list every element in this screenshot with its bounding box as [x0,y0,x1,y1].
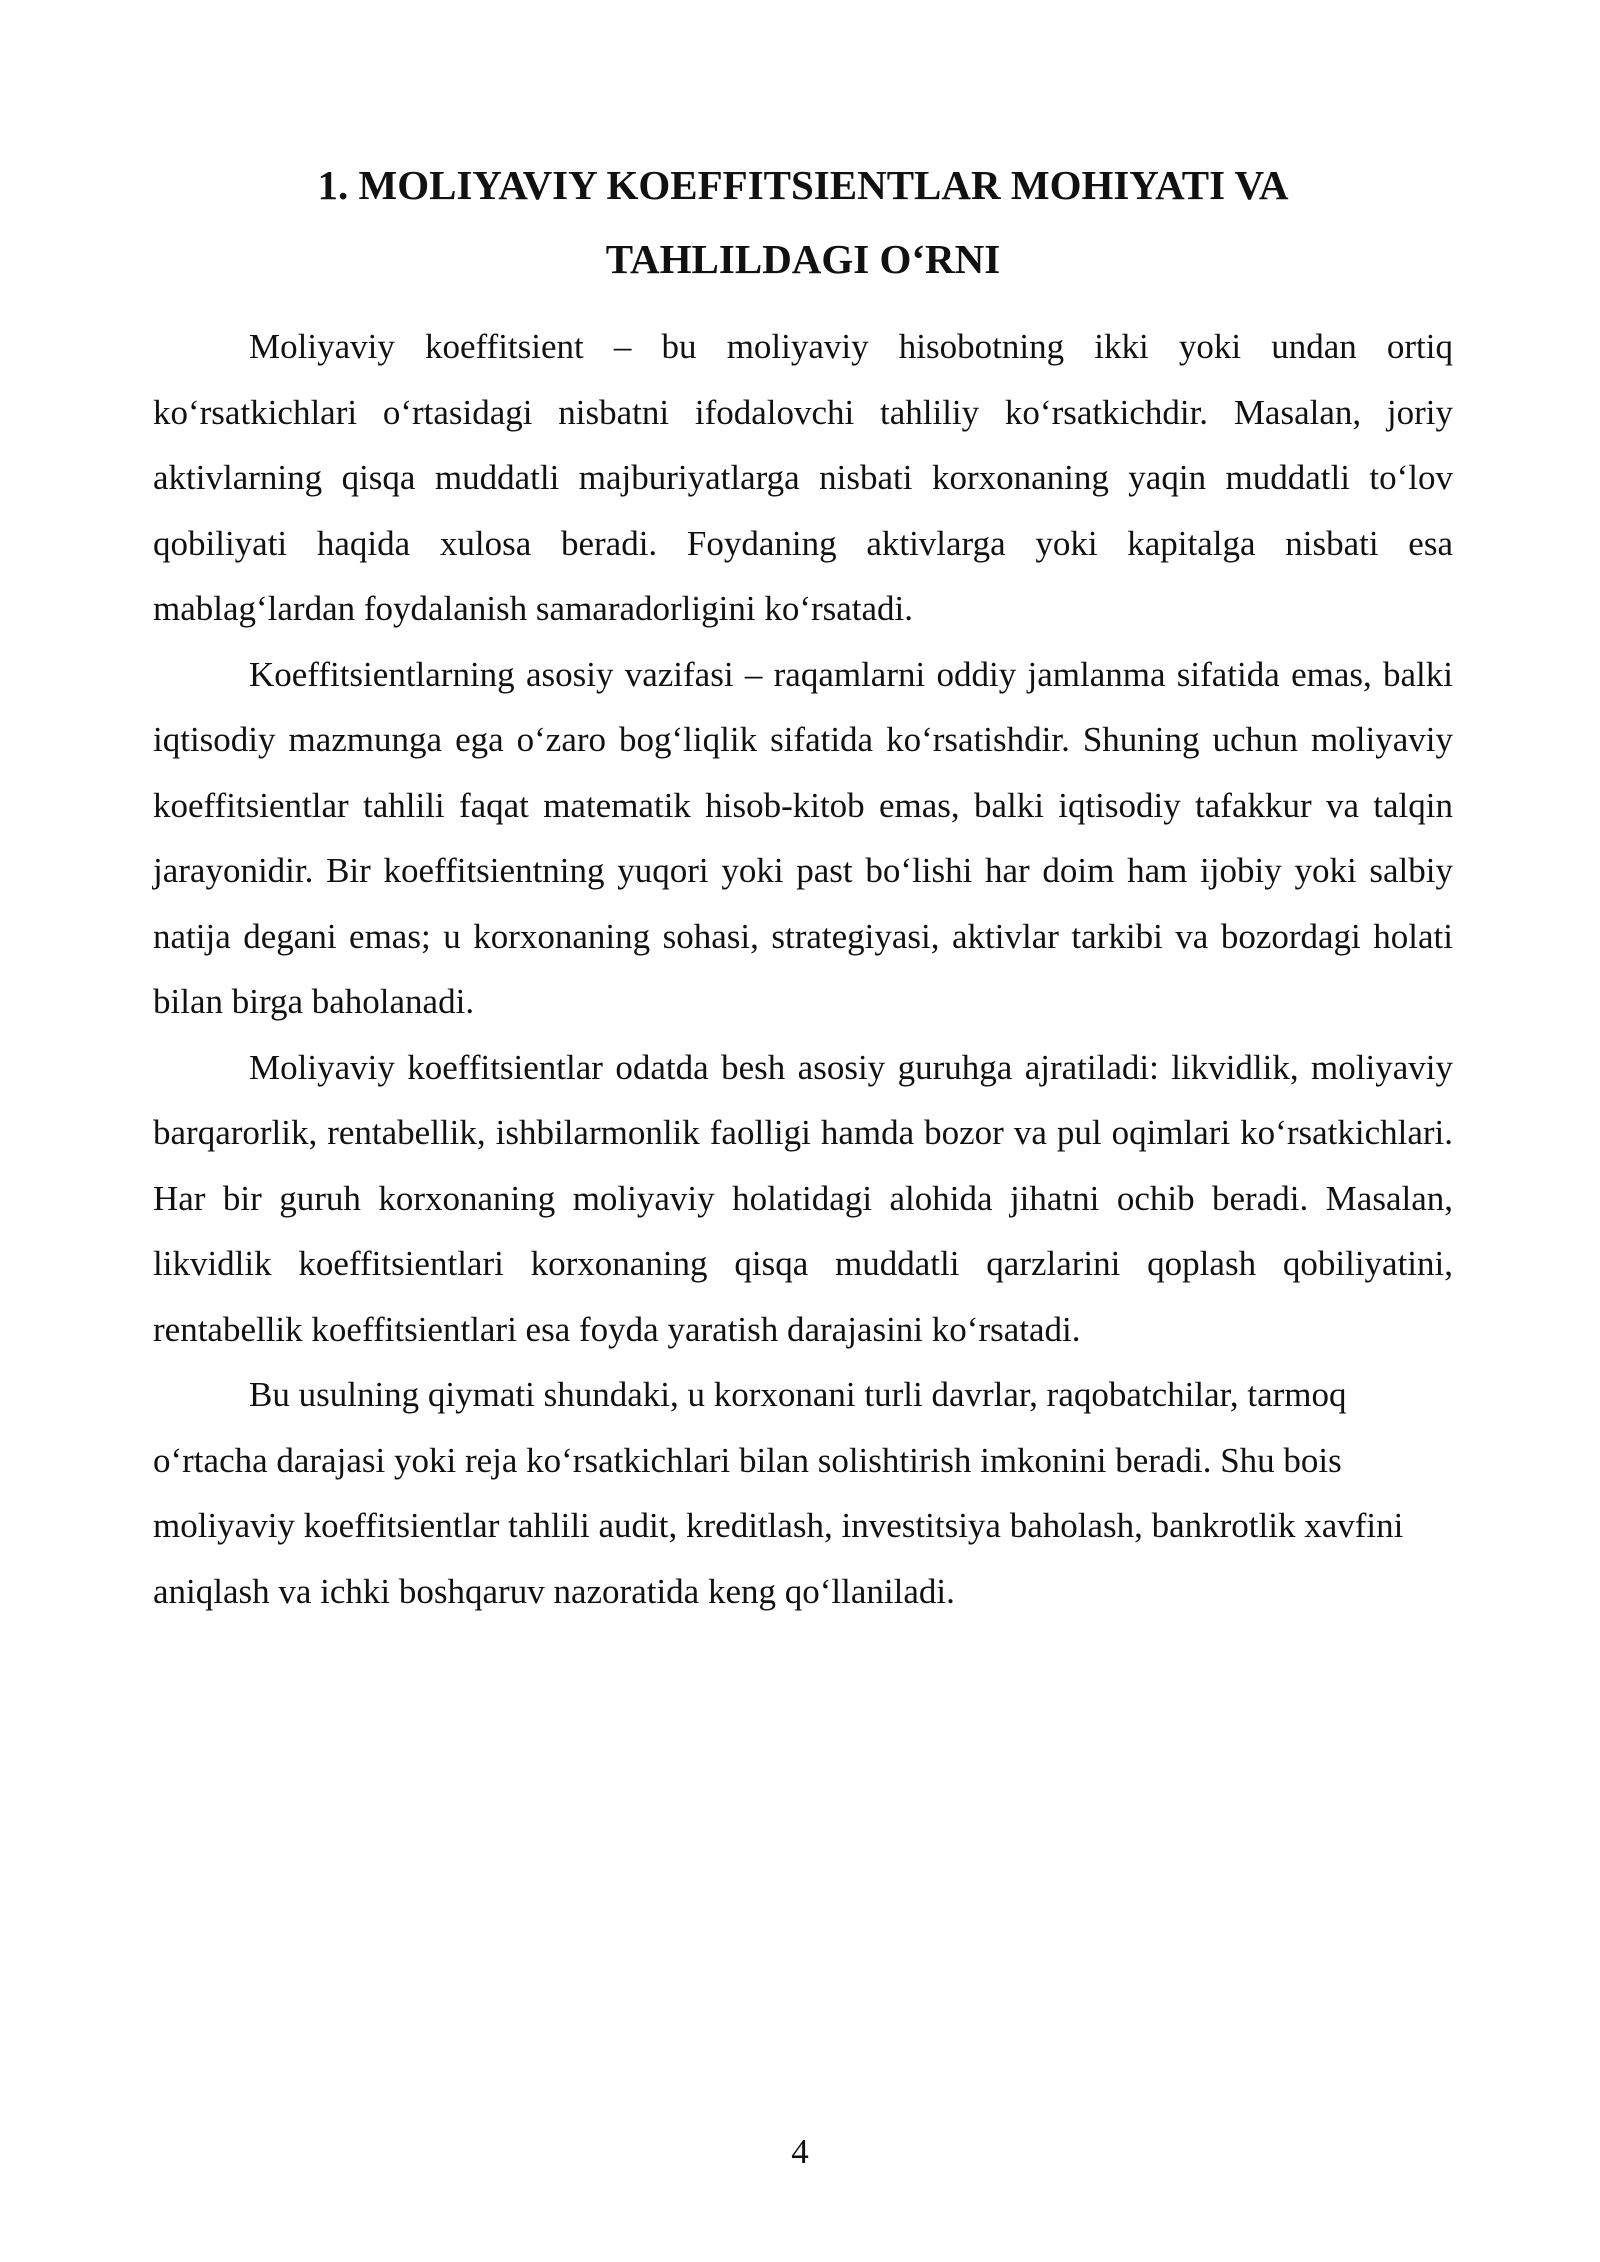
section-heading [150,148,1456,296]
page-number: 4 [791,2132,809,2171]
paragraph-3: Moliyaviy koeffitsientlar odatda besh asosiy guruhga ajratiladi: likvidlik, moliyaviy barqarorlik, rentabellik, ishbilarmonlik faolligi hamda bozor va pul oqimlari ko‘rsatkichlari. Har bir guruh korxonaning moliyaviy holatidagi alohida jihatni ochib beradi. Masalan, likvidlik koeffitsientlari korxonaning qisqa muddatli qarzlarini qoplash qobiliyatini, rentabellik koeffitsientlari esa foyda yaratish darajasini ko‘rsatadi. [153,1047,1453,1349]
paragraph-4: Bu usulning qiymati shundaki, u korxonani turli davrlar, raqobatchilar, tarmoq o‘rtacha darajasi yoki reja ko‘rsatkichlari bilan solishtirish imkonini beradi. Shu bois moliyaviy koeffitsientlar tahlili audit, kreditlash, investitsiya baholash, bankrotlik xavfini aniqlash va ichki boshqaruv nazoratida keng qo‘llaniladi. [153,1375,1404,1611]
body-text [153,314,1453,1624]
paragraph-2: Koeffitsientlarning asosiy vazifasi – raqamlarni oddiy jamlanma sifatida emas, balki iqtisodiy mazmunga ega o‘zaro bog‘liqlik sifatida ko‘rsatishdir. Shuning uchun moliyaviy koeffitsientlar tahlili faqat matematik hisob-kitob emas, balki iqtisodiy tafakkur va talqin jarayonidir. Bir koeffitsientning yuqori yoki past bo‘lishi har doim ham ijobiy yoki salbiy natija degani emas; u korxonaning sohasi, strategiyasi, aktivlar tarkibi va bozordagi holati bilan birga baholanadi. [153,654,1453,1021]
paragraph-1: Moliyaviy koeffitsient – bu moliyaviy hisobotning ikki yoki undan ortiq ko‘rsatkichlari o‘rtasidagi nisbatni ifodalovchi tahliliy ko‘rsatkichdir. Masalan, joriy aktivlarning qisqa muddatli majburiyatlarga nisbati korxonaning yaqin muddatli to‘lov qobiliyati haqida xulosa beradi. Foydaning aktivlarga yoki kapitalga nisbati esa mablag‘lardan foydalanish samaradorligini ko‘rsatadi. [153,327,1453,628]
section-heading-line-1: 1. MOLIYAVIY KOEFFITSIENTLAR MOHIYATI VA [317,162,1289,208]
section-heading-line-2: TAHLILDAGI O‘RNI [605,236,1001,282]
